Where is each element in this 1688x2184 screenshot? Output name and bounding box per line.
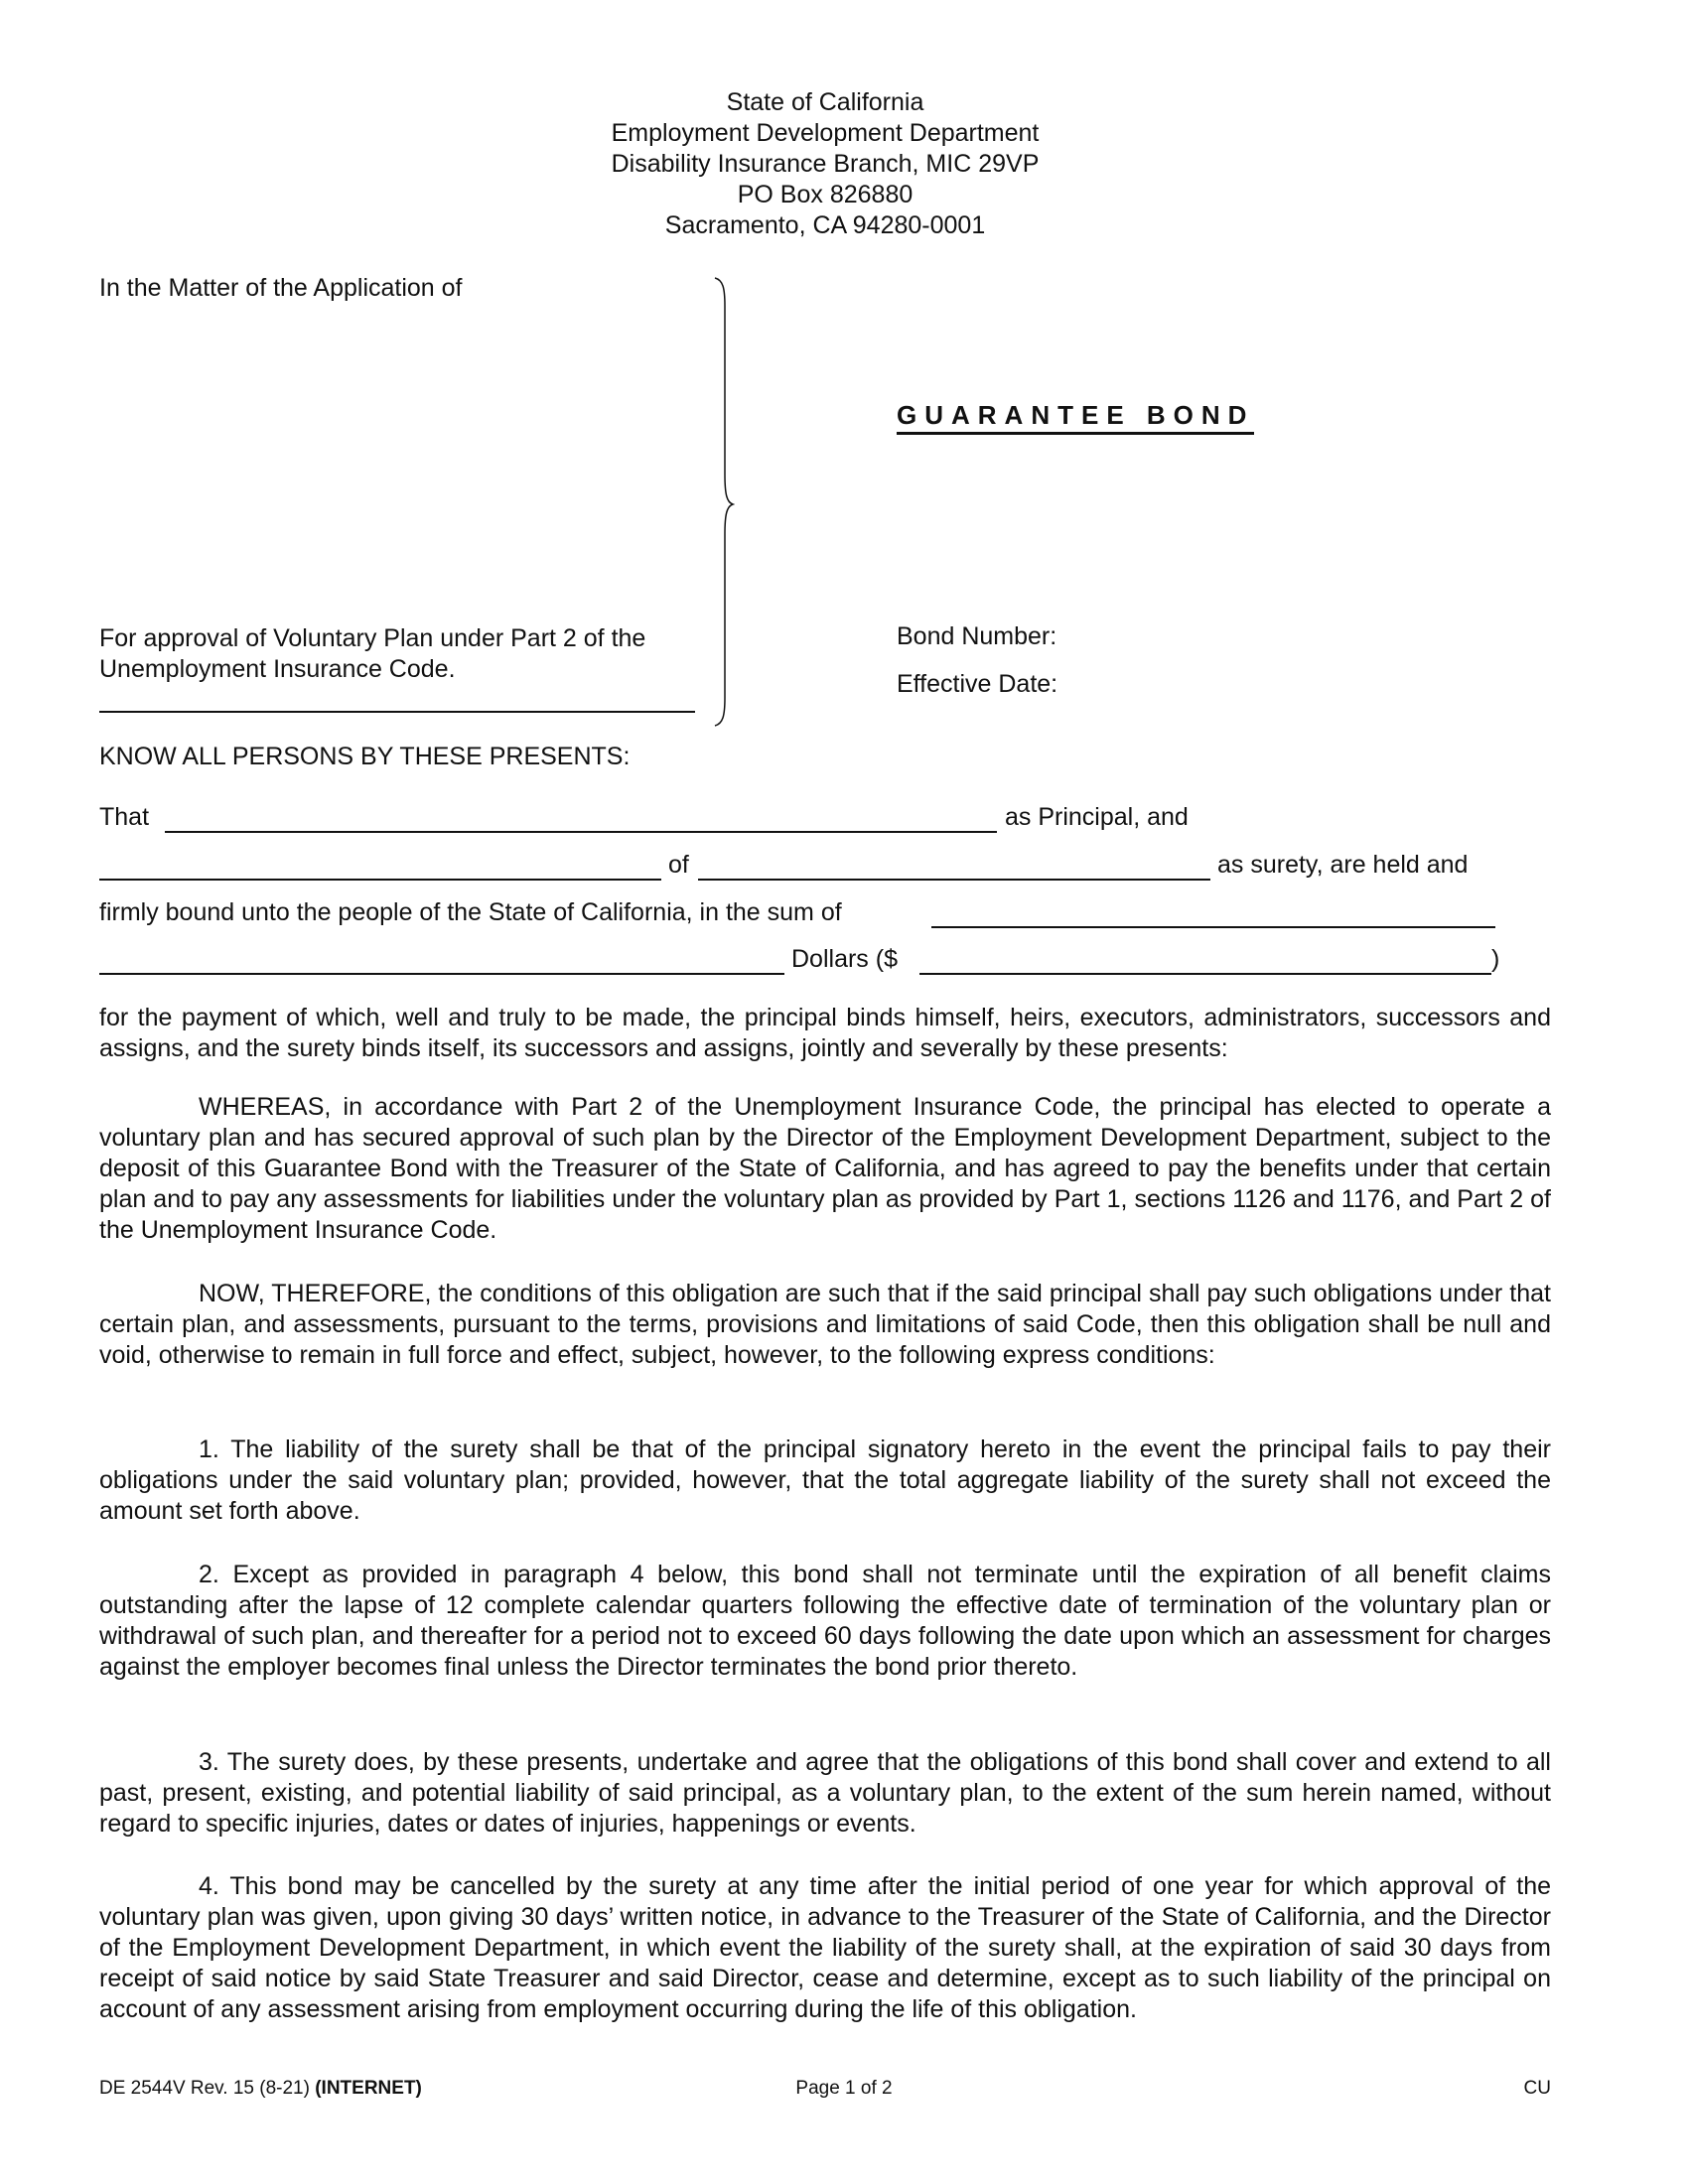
form-tag: (INTERNET) xyxy=(315,2078,422,2099)
document-title: GUARANTEE BOND xyxy=(897,400,1254,435)
sum-words-line[interactable] xyxy=(931,926,1495,928)
condition-3-paragraph: 3. The surety does, by these presents, undertake and agree that the obligations of this bond shall cover and extend to all past, present, existing, and potential liability of said principal, as a voluntary plan, to the extent of the sum herein named, without regard to specific injuries, dates or dates of injuries, happenings or events. xyxy=(99,1748,1551,1838)
as-principal-label: as Principal, and xyxy=(1005,803,1189,831)
header-line-po-box: PO Box 826880 xyxy=(737,181,914,208)
condition-1-paragraph: 1. The liability of the surety shall be that of the principal signatory hereto in the event the principal fails to pay their obligations under the said voluntary plan; provided, however, that the total aggregate liability of the surety shall not exceed the amount set forth above. xyxy=(99,1435,1551,1525)
of-label: of xyxy=(668,851,689,879)
curly-brace-icon xyxy=(695,276,735,728)
condition-4-paragraph: 4. This bond may be cancelled by the surety at any time after the initial period of one year for which approval of the voluntary plan was given, upon giving 30 days’ written notice, in advance to the Treasurer of the State of California, and the Director of the Employment Development Department, in which event the liability of the surety shall, at the expiration of said 30 days from receipt of said notice by said State Treasurer and said Director, cease and determine, except as to such liability of the principal on account of any assessment arising from employment occurring during the life of this obligation. xyxy=(99,1872,1551,2023)
bond-number-label: Bond Number: xyxy=(897,622,1057,650)
now-therefore-paragraph: NOW, THEREFORE, the conditions of this obligation are such that if the said principal shall pay such obligations under that certain plan, and assessments, pursuant to the terms, provisions and limitations of said Code, then this obligation shall be null and void, otherwise to remain in full force and effect, subject, however, to the following express conditions: xyxy=(99,1280,1551,1369)
effective-date-label: Effective Date: xyxy=(897,670,1058,698)
dollars-label: Dollars ($ xyxy=(791,945,898,973)
matter-label: In the Matter of the Application of xyxy=(99,274,463,302)
payment-paragraph: for the payment of which, well and truly to be made, the principal binds himself, heirs, executors, administrators, successors and assigns, and the surety binds itself, its successors and assigns, jointly and severally by these presents: xyxy=(99,1004,1551,1062)
approval-line-1: For approval of Voluntary Plan under Part 2 of the xyxy=(99,624,646,652)
close-paren: ) xyxy=(1491,945,1500,973)
approval-text xyxy=(99,623,645,685)
header-line-department: Employment Development Department xyxy=(611,119,1040,147)
know-all-heading: KNOW ALL PERSONS BY THESE PRESENTS: xyxy=(99,743,631,770)
condition-2-paragraph: 2. Except as provided in paragraph 4 below, this bond shall not terminate until the expiration of all benefit claims outstanding after the lapse of 12 complete calendar quarters following the effective date of termination of the voluntary plan or withdrawal of such plan, and thereafter for a period not to exceed 60 days following the date upon which an assessment for charges against the employer becomes final unless the Director terminates the bond prior thereto. xyxy=(99,1561,1551,1681)
as-surety-label: as surety, are held and xyxy=(1217,851,1469,879)
that-label: That xyxy=(99,803,150,831)
sum-amount-line[interactable] xyxy=(919,973,1491,975)
whereas-paragraph: WHEREAS, in accordance with Part 2 of the Unemployment Insurance Code, the principal has elected to operate a voluntary plan and has secured approval of such plan by the Director of the Employment Development Department, subject to the deposit of this Guarantee Bond with the Treasurer of the State of California, and has agreed to pay the benefits under that certain plan and to pay any assessments for liabilities under the voluntary plan as provided by Part 1, sections 1126 and 1176, and Part 2 of the Unemployment Insurance Code. xyxy=(99,1093,1551,1244)
page-number: Page 1 of 2 xyxy=(795,2078,893,2099)
form-id: DE 2544V Rev. 15 (8-21) xyxy=(99,2078,310,2099)
surety-name-line[interactable] xyxy=(99,879,661,881)
approval-line-2: Unemployment Insurance Code. xyxy=(99,655,456,683)
surety-location-line[interactable] xyxy=(698,879,1210,881)
applicant-name-line[interactable] xyxy=(99,711,695,713)
header-line-city: Sacramento, CA 94280-0001 xyxy=(664,211,986,239)
footer-code: CU xyxy=(1523,2078,1551,2099)
header-line-state: State of California xyxy=(726,88,924,116)
sum-words-continued-line[interactable] xyxy=(99,973,784,975)
header-line-branch: Disability Insurance Branch, MIC 29VP xyxy=(611,150,1040,178)
agency-header xyxy=(0,87,1650,241)
firmly-bound-text: firmly bound unto the people of the State of California, in the sum of xyxy=(99,898,842,926)
principal-name-line[interactable] xyxy=(165,831,997,833)
